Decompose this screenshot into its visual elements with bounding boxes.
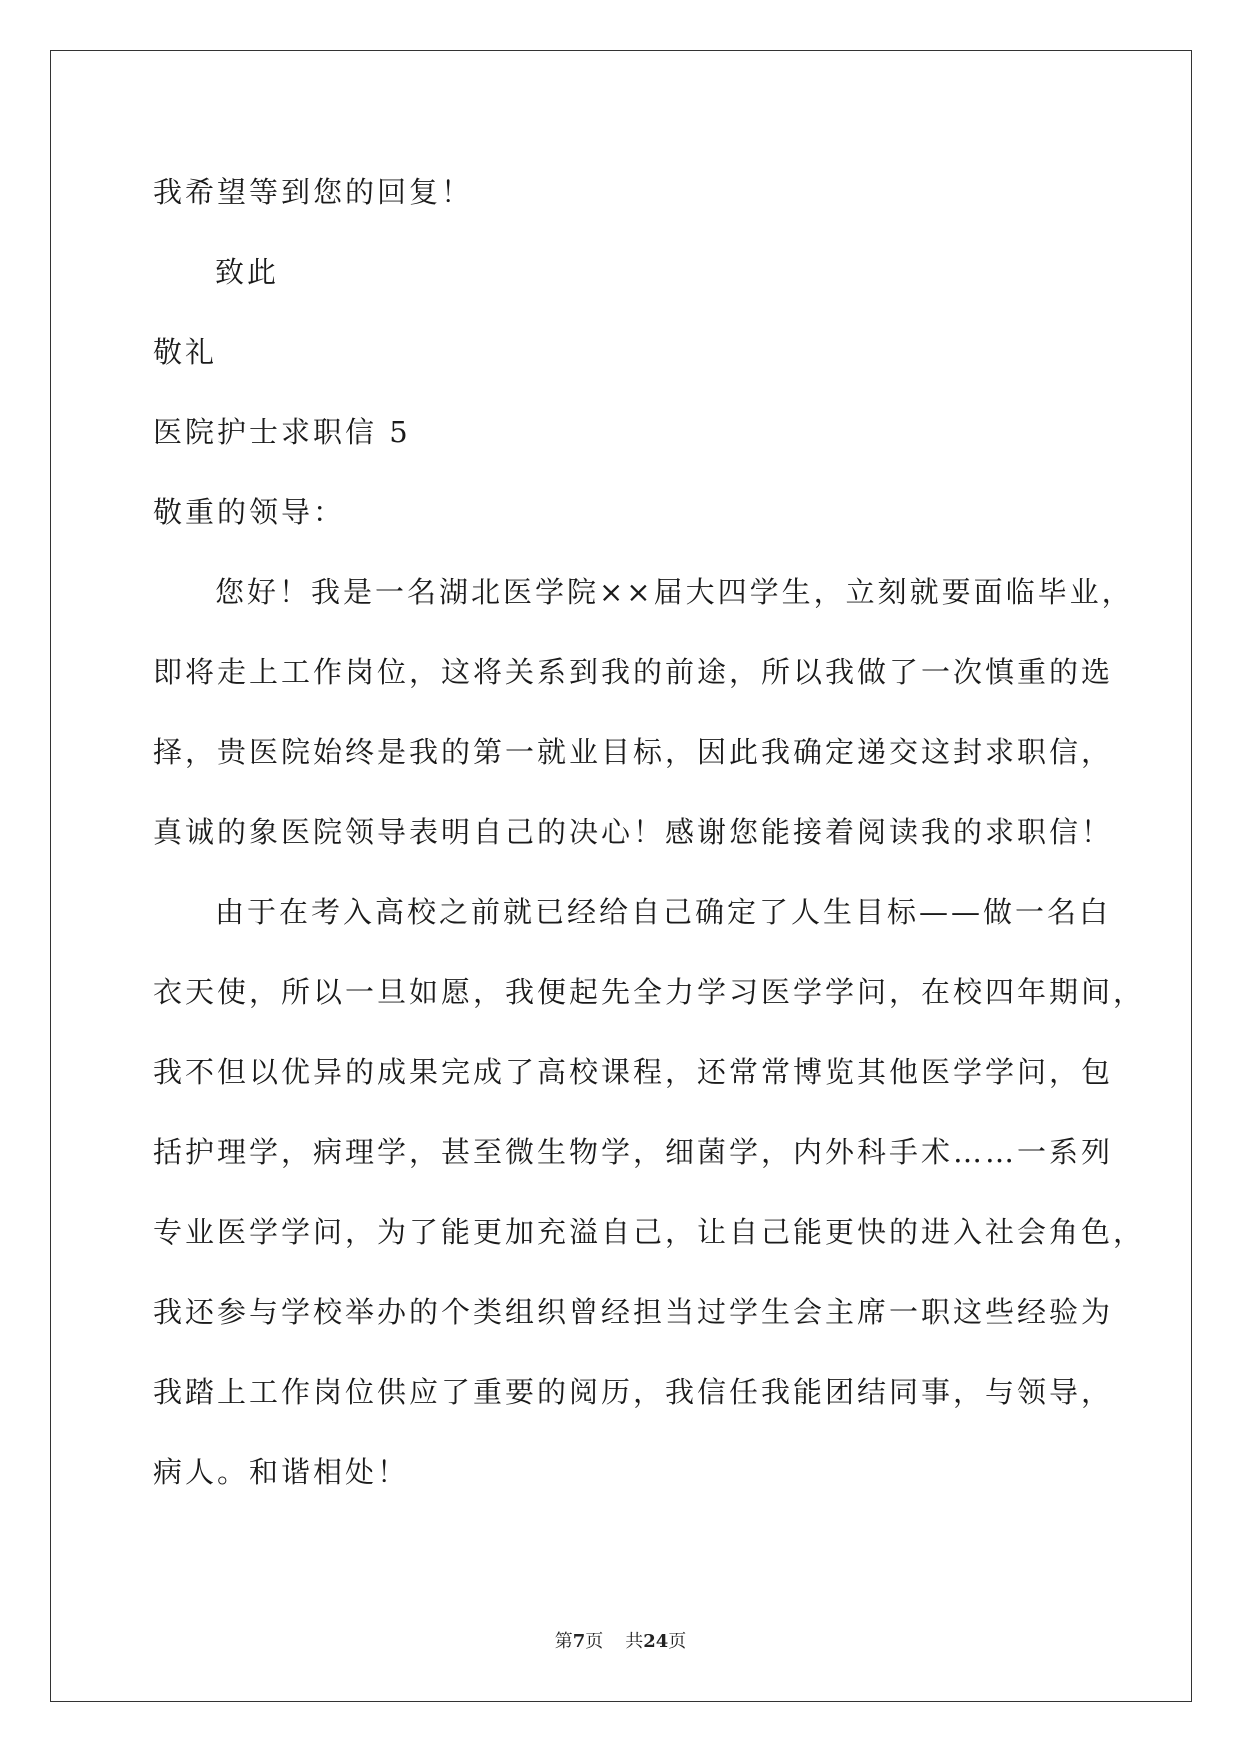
page-unit: 页 (585, 1631, 604, 1652)
salutation-closing: 致此 (215, 255, 280, 289)
section-title: 医院护士求职信 5 (153, 415, 411, 449)
paragraph-line: 括护理学，病理学，甚至微生物学，细菌学，内外科手术……一系列 (153, 1135, 1114, 1169)
page-total: 24 (643, 1631, 669, 1652)
paragraph-line: 我不但以优异的成果完成了高校课程，还常常博览其他医学学问，包 (153, 1055, 1114, 1089)
paragraph-line: 我还参与学校举办的个类组织曾经担当过学生会主席一职这些经验为 (153, 1295, 1114, 1329)
greeting: 敬重的领导： (153, 495, 346, 529)
paragraph-line: 专业医学学问，为了能更加充溢自己，让自己能更快的进入社会角色， (153, 1215, 1146, 1249)
paragraph-line: 由于在考入高校之前就已经给自己确定了人生目标——做一名白 (215, 895, 1112, 929)
paragraph-line: 我踏上工作岗位供应了重要的阅历，我信任我能团结同事，与领导， (153, 1375, 1114, 1409)
paragraph-line: 您好！我是一名湖北医学院××届大四学生，立刻就要面临毕业， (215, 575, 1134, 609)
total-prefix: 共 (625, 1631, 644, 1652)
page-prefix: 第 (554, 1631, 573, 1652)
paragraph-line: 真诚的象医院领导表明自己的决心！感谢您能接着阅读我的求职信！ (153, 815, 1114, 849)
paragraph-line: 衣天使，所以一旦如愿，我便起先全力学习医学学问，在校四年期间， (153, 975, 1146, 1009)
total-unit: 页 (668, 1631, 687, 1652)
paragraph-line: 病人。和谐相处！ (153, 1455, 410, 1489)
page-current: 7 (572, 1631, 586, 1652)
paragraph-line: 即将走上工作岗位，这将关系到我的前途，所以我做了一次慎重的选 (153, 655, 1114, 689)
page-footer (0, 1630, 1241, 1654)
closing-line: 我希望等到您的回复！ (153, 175, 474, 209)
salutation-regards: 敬礼 (153, 335, 218, 369)
paragraph-line: 择，贵医院始终是我的第一就业目标，因此我确定递交这封求职信， (153, 735, 1114, 769)
